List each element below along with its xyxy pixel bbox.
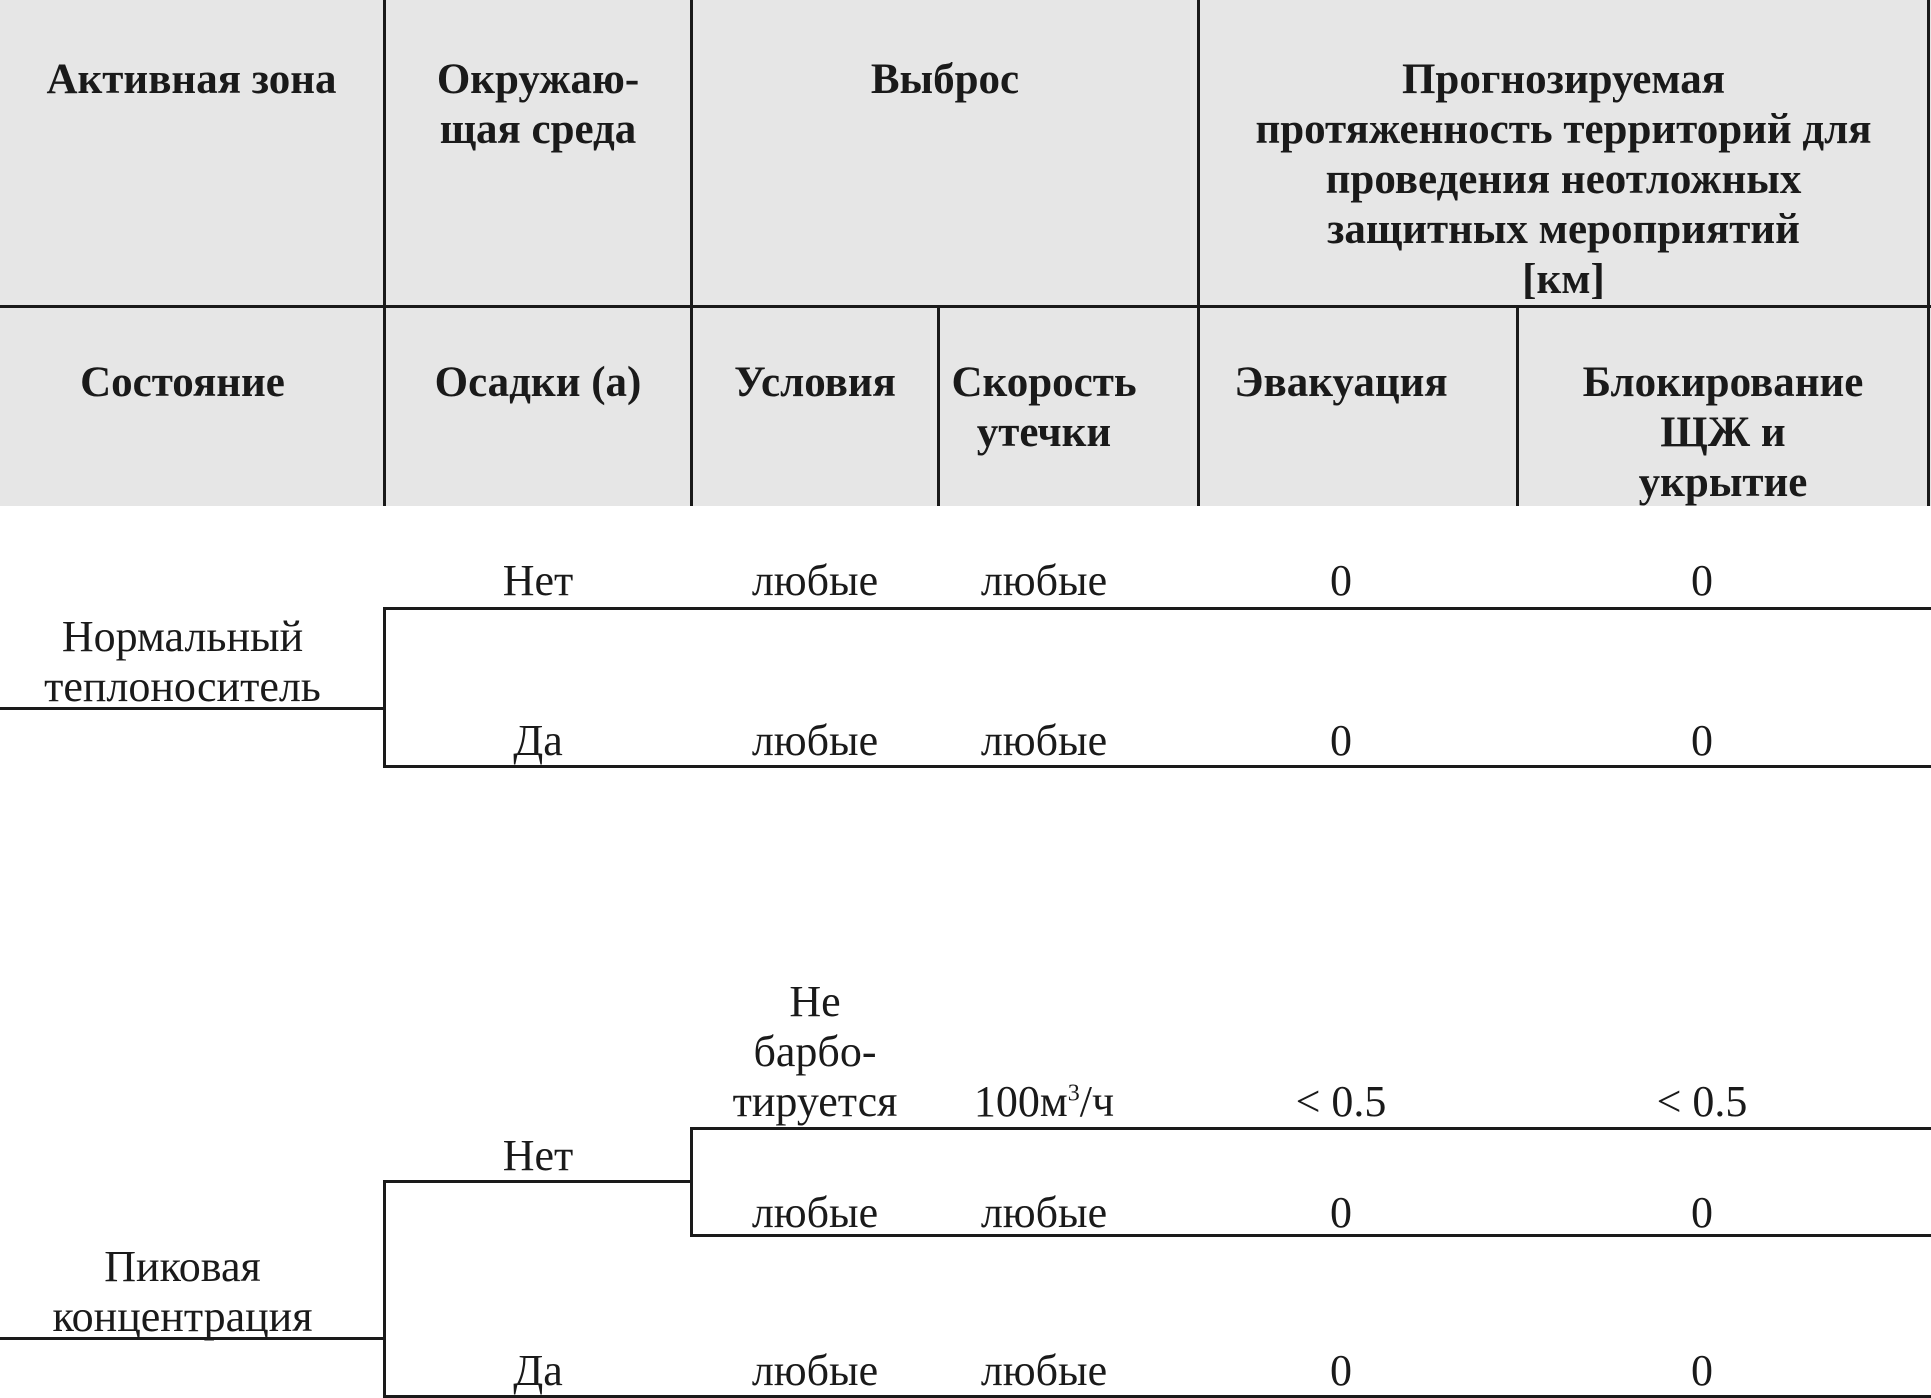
evacuation-cell: 0 xyxy=(1330,556,1352,605)
header-evacuation: Эвакуация xyxy=(1234,359,1448,406)
header-state: Состояние xyxy=(80,359,285,406)
header-active-zone: Активная зона xyxy=(46,56,337,103)
conditions-cell: Не барбо- тируется xyxy=(732,977,898,1126)
tree-branch xyxy=(690,1127,1931,1130)
tree-branch xyxy=(383,607,1931,610)
blocking-cell: 0 xyxy=(1691,716,1713,765)
leak-rate-cell: любые xyxy=(980,1346,1108,1395)
evacuation-cell: 0 xyxy=(1330,1346,1352,1395)
header-leak-rate: Скорость утечки xyxy=(951,359,1137,456)
leak-rate-unit: /ч xyxy=(1079,1077,1115,1126)
conditions-cell: любые xyxy=(751,556,879,605)
header-forecast: Прогнозируемая протяженность территорий для проведения неотложных защитных мероприятий [км] xyxy=(1255,56,1872,303)
precipitation-cell: Нет xyxy=(502,1131,574,1180)
conditions-cell: любые xyxy=(751,1346,879,1395)
blocking-cell: 0 xyxy=(1691,1346,1713,1395)
header-divider xyxy=(0,305,1931,308)
leak-rate-value: 100м xyxy=(973,1077,1068,1126)
precipitation-cell: Да xyxy=(513,1346,563,1395)
header-conditions: Условия xyxy=(734,359,896,406)
evacuation-cell: 0 xyxy=(1330,716,1352,765)
conditions-cell: любые xyxy=(751,1188,879,1237)
state-label: Пиковая концентрация xyxy=(52,1242,313,1341)
leak-rate-cell: любые xyxy=(980,1188,1108,1237)
header-precipitation: Осадки (а) xyxy=(434,359,642,406)
blocking-cell: 0 xyxy=(1691,1188,1713,1237)
state-label: Нормальный теплоноситель xyxy=(44,612,321,711)
leak-rate-cell: любые xyxy=(980,556,1108,605)
blocking-cell: 0 xyxy=(1691,556,1713,605)
header-release: Выброс xyxy=(870,56,1020,103)
leak-rate-cell xyxy=(940,1077,1148,1127)
conditions-cell: любые xyxy=(751,716,879,765)
precipitation-cell: Да xyxy=(513,716,563,765)
precipitation-cell: Нет xyxy=(502,556,574,605)
blocking-cell: < 0.5 xyxy=(1656,1077,1748,1126)
evacuation-cell: < 0.5 xyxy=(1295,1077,1387,1126)
leak-rate-exponent: 3 xyxy=(1067,1080,1080,1107)
header-divider xyxy=(1927,0,1930,506)
header-environment: Окружаю- щая среда xyxy=(436,56,640,153)
header-blocking: Блокирование ЩЖ и укрытие xyxy=(1582,359,1864,506)
evacuation-cell: 0 xyxy=(1330,1188,1352,1237)
leak-rate-cell: любые xyxy=(980,716,1108,765)
